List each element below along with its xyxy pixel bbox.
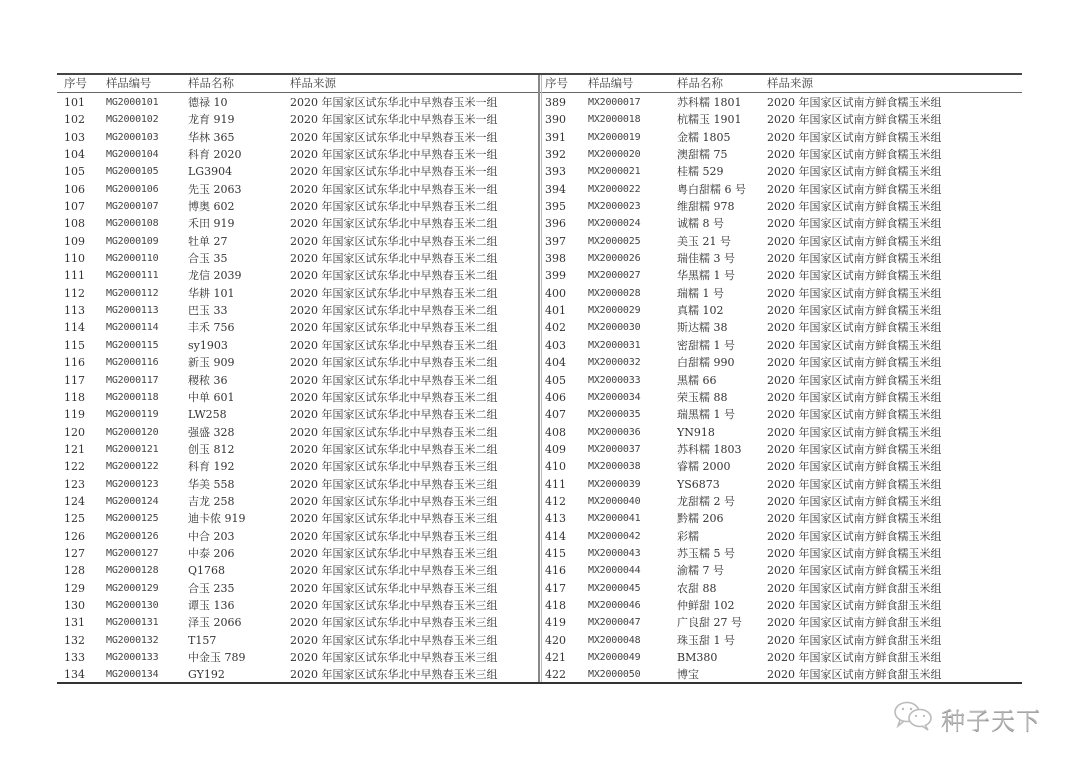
cell-seq: 393 [545, 165, 566, 179]
cell-sample-id: MX2000038 [588, 461, 641, 473]
cell-sample-source: 2020 年国家区试东华北中早熟春玉米一组 [290, 148, 498, 162]
cell-sample-id: MX2000032 [588, 357, 641, 369]
cell-sample-id: MX2000047 [588, 617, 641, 629]
cell-sample-source: 2020 年国家区试南方鲜食糯玉米组 [767, 546, 942, 560]
cell-seq: 117 [64, 373, 85, 387]
cell-sample-id: MX2000022 [588, 183, 641, 195]
cell-seq: 412 [545, 494, 566, 508]
cell-seq: 418 [545, 598, 566, 612]
cell-sample-source: 2020 年国家区试东华北中早熟春玉米三组 [290, 564, 498, 578]
cell-seq: 121 [64, 442, 85, 456]
cell-sample-source: 2020 年国家区试东华北中早熟春玉米三组 [290, 633, 498, 647]
cell-seq: 398 [545, 252, 566, 266]
cell-sample-name: 德禄 10 [188, 96, 228, 109]
cell-sample-id: MG2000114 [106, 322, 159, 334]
cell-sample-name: 斯达糯 38 [677, 321, 728, 335]
cell-sample-source: 2020 年国家区试东华北中早熟春玉米二组 [290, 252, 498, 266]
cell-sample-name: 科育 2020 [188, 148, 242, 162]
cell-seq: 130 [64, 598, 85, 612]
cell-seq: 422 [545, 668, 566, 682]
cell-sample-name: 强盛 328 [188, 425, 235, 439]
cell-seq: 101 [64, 96, 85, 109]
cell-sample-name: 瑞黑糯 1 号 [677, 408, 735, 422]
cell-sample-id: MX2000045 [588, 582, 641, 594]
cell-seq: 133 [64, 651, 85, 664]
cell-sample-source: 2020 年国家区试南方鲜食糯玉米组 [767, 182, 942, 196]
cell-seq: 403 [545, 338, 566, 352]
cell-sample-source: 2020 年国家区试东华北中早熟春玉米三组 [290, 598, 498, 612]
cell-sample-name: 农甜 88 [677, 581, 717, 595]
cell-seq: 414 [545, 529, 566, 543]
cell-sample-name: 诚糯 8 号 [677, 217, 724, 231]
cell-sample-name: YN918 [677, 425, 715, 439]
cell-sample-id: MG2000126 [106, 530, 159, 542]
table-header-row [542, 75, 1022, 92]
cell-sample-name: sy1903 [188, 338, 228, 352]
cell-sample-id: MX2000026 [588, 253, 641, 265]
cell-sample-id: MX2000035 [588, 409, 641, 421]
cell-sample-name: 华黑糯 1 号 [677, 269, 735, 283]
cell-sample-id: MG2000107 [106, 201, 159, 213]
cell-sample-name: 禾田 919 [188, 217, 235, 231]
cell-sample-id: MG2000102 [106, 114, 159, 126]
cell-seq: 127 [64, 546, 85, 560]
cell-sample-source: 2020 年国家区试东华北中早熟春玉米一组 [290, 113, 498, 127]
cell-seq: 123 [64, 477, 85, 491]
cell-seq: 103 [64, 130, 85, 144]
cell-sample-name: 科育 192 [188, 460, 235, 474]
cell-sample-id: MG2000103 [106, 131, 159, 143]
cell-sample-source: 2020 年国家区试南方鲜食甜玉米组 [767, 651, 942, 664]
cell-seq: 420 [545, 633, 566, 647]
cell-sample-id: MX2000028 [588, 287, 641, 299]
table-header-row [57, 75, 538, 92]
header-seq: 序号 [64, 76, 87, 90]
cell-seq: 416 [545, 564, 566, 578]
cell-sample-id: MX2000020 [588, 149, 641, 161]
cell-seq: 108 [64, 217, 85, 231]
cell-sample-source: 2020 年国家区试东华北中早熟春玉米三组 [290, 616, 498, 630]
cell-seq: 113 [64, 304, 85, 318]
cell-sample-source: 2020 年国家区试东华北中早熟春玉米一组 [290, 130, 498, 144]
cell-sample-source: 2020 年国家区试南方鲜食糯玉米组 [767, 96, 942, 109]
cell-sample-name: 华美 558 [188, 477, 235, 491]
cell-sample-id: MX2000018 [588, 114, 641, 126]
cell-sample-id: MG2000128 [106, 565, 159, 577]
cell-sample-id: MG2000108 [106, 218, 159, 230]
cell-sample-name: YS6873 [677, 477, 720, 491]
header-sample-name: 样品名称 [188, 76, 234, 90]
cell-seq: 408 [545, 425, 566, 439]
cell-sample-source: 2020 年国家区试南方鲜食甜玉米组 [767, 581, 942, 595]
cell-sample-name: 龙甜糯 2 号 [677, 494, 735, 508]
cell-sample-name: LG3904 [188, 165, 233, 179]
cell-sample-id: MG2000117 [106, 374, 159, 386]
cell-sample-source: 2020 年国家区试东华北中早熟春玉米二组 [290, 286, 498, 300]
cell-sample-name: 华耕 101 [188, 286, 235, 300]
cell-sample-id: MG2000113 [106, 305, 159, 317]
cell-sample-source: 2020 年国家区试东华北中早熟春玉米二组 [290, 338, 498, 352]
cell-sample-name: 华林 365 [188, 130, 235, 144]
cell-sample-id: MX2000039 [588, 478, 641, 490]
cell-sample-id: MG2000121 [106, 443, 159, 455]
cell-sample-name: 珠玉甜 1 号 [677, 633, 735, 647]
cell-sample-name: GY192 [188, 668, 225, 682]
cell-sample-id: MX2000030 [588, 322, 641, 334]
cell-sample-name: 合玉 235 [188, 581, 235, 595]
cell-sample-source: 2020 年国家区试东华北中早熟春玉米二组 [290, 425, 498, 439]
cell-seq: 110 [64, 252, 85, 266]
cell-sample-name: 睿糯 2000 [677, 460, 731, 474]
cell-sample-id: MG2000111 [106, 270, 159, 282]
cell-sample-source: 2020 年国家区试东华北中早熟春玉米二组 [290, 356, 498, 370]
header-sample-source: 样品来源 [290, 76, 336, 90]
cell-sample-source: 2020 年国家区试东华北中早熟春玉米二组 [290, 200, 498, 214]
cell-sample-id: MX2000048 [588, 634, 641, 646]
cell-sample-source: 2020 年国家区试东华北中早熟春玉米三组 [290, 494, 498, 508]
cell-seq: 111 [64, 269, 85, 283]
cell-seq: 132 [64, 633, 85, 647]
cell-sample-source: 2020 年国家区试东华北中早熟春玉米二组 [290, 269, 498, 283]
cell-sample-name: 苏科糯 1803 [677, 442, 742, 456]
cell-sample-name: T157 [188, 633, 217, 647]
header-sample-source: 样品来源 [767, 76, 813, 90]
cell-sample-name: 瑞糯 1 号 [677, 286, 724, 300]
cell-sample-id: MG2000133 [106, 652, 159, 663]
cell-sample-name: 龙信 2039 [188, 269, 242, 283]
cell-sample-name: 黑糯 66 [677, 373, 717, 387]
cell-seq: 402 [545, 321, 566, 335]
cell-sample-name: 中泰 206 [188, 546, 235, 560]
cell-sample-source: 2020 年国家区试南方鲜食甜玉米组 [767, 616, 942, 630]
cell-sample-source: 2020 年国家区试南方鲜食糯玉米组 [767, 356, 942, 370]
cell-sample-id: MX2000019 [588, 131, 641, 143]
cell-sample-source: 2020 年国家区试东华北中早熟春玉米二组 [290, 373, 498, 387]
cell-seq: 413 [545, 512, 566, 526]
cell-seq: 406 [545, 390, 566, 404]
cell-sample-source: 2020 年国家区试东华北中早熟春玉米三组 [290, 651, 498, 664]
cell-seq: 405 [545, 373, 566, 387]
cell-sample-source: 2020 年国家区试南方鲜食糯玉米组 [767, 200, 942, 214]
cell-sample-source: 2020 年国家区试南方鲜食糯玉米组 [767, 390, 942, 404]
cell-seq: 128 [64, 564, 85, 578]
cell-sample-source: 2020 年国家区试南方鲜食糯玉米组 [767, 269, 942, 283]
cell-sample-name: 真糯 102 [677, 304, 724, 318]
cell-seq: 399 [545, 269, 566, 283]
cell-seq: 391 [545, 130, 566, 144]
cell-sample-id: MG2000130 [106, 599, 159, 611]
cell-seq: 126 [64, 529, 85, 543]
cell-seq: 417 [545, 581, 566, 595]
cell-sample-id: MG2000132 [106, 634, 159, 646]
watermark-text: 种子天下 [941, 706, 1041, 735]
cell-seq: 129 [64, 581, 85, 595]
cell-sample-source: 2020 年国家区试东华北中早熟春玉米一组 [290, 96, 498, 109]
cell-seq: 119 [64, 408, 85, 422]
cell-seq: 404 [545, 356, 566, 370]
cell-sample-id: MX2000049 [588, 652, 641, 663]
cell-sample-id: MX2000041 [588, 513, 641, 525]
cell-sample-name: 苏玉糯 5 号 [677, 546, 735, 560]
cell-sample-id: MX2000017 [588, 97, 641, 108]
header-seq: 序号 [545, 76, 568, 90]
cell-sample-name: 新玉 909 [188, 356, 235, 370]
cell-sample-id: MG2000105 [106, 166, 159, 178]
cell-sample-name: 泽玉 2066 [188, 616, 242, 630]
cell-seq: 116 [64, 356, 85, 370]
cell-sample-id: MG2000125 [106, 513, 159, 525]
cell-seq: 407 [545, 408, 566, 422]
cell-sample-name: 杭糯玉 1901 [677, 113, 742, 127]
cell-sample-source: 2020 年国家区试南方鲜食甜玉米组 [767, 598, 942, 612]
cell-sample-name: Q1768 [188, 564, 226, 578]
cell-sample-name: 稷秾 36 [188, 373, 228, 387]
cell-sample-name: 中金玉 789 [188, 651, 246, 664]
cell-sample-id: MG2000116 [106, 357, 159, 369]
cell-sample-id: MX2000042 [588, 530, 641, 542]
cell-sample-name: 桂糯 529 [677, 165, 724, 179]
cell-sample-id: MG2000134 [106, 669, 159, 681]
table-left-half [57, 75, 538, 682]
cell-seq: 115 [64, 338, 85, 352]
cell-sample-source: 2020 年国家区试南方鲜食糯玉米组 [767, 442, 942, 456]
cell-seq: 400 [545, 286, 566, 300]
column-divider [538, 75, 542, 682]
cell-sample-source: 2020 年国家区试南方鲜食糯玉米组 [767, 252, 942, 266]
header-sample-name: 样品名称 [677, 76, 723, 90]
cell-sample-id: MG2000118 [106, 391, 159, 403]
cell-seq: 104 [64, 148, 85, 162]
cell-sample-name: 苏科糯 1801 [677, 96, 742, 109]
cell-sample-name: 白甜糯 990 [677, 356, 735, 370]
cell-seq: 394 [545, 182, 566, 196]
cell-sample-source: 2020 年国家区试东华北中早熟春玉米一组 [290, 182, 498, 196]
cell-sample-name: 中合 203 [188, 529, 235, 543]
cell-seq: 107 [64, 200, 85, 214]
cell-sample-id: MG2000104 [106, 149, 159, 161]
cell-sample-source: 2020 年国家区试东华北中早熟春玉米三组 [290, 581, 498, 595]
cell-seq: 401 [545, 304, 566, 318]
cell-seq: 411 [545, 477, 566, 491]
cell-sample-name: 粤白甜糯 6 号 [677, 182, 746, 196]
header-sample-id: 样品编号 [588, 76, 634, 90]
cell-sample-id: MX2000031 [588, 339, 641, 351]
cell-seq: 395 [545, 200, 566, 214]
cell-sample-source: 2020 年国家区试南方鲜食糯玉米组 [767, 477, 942, 491]
cell-seq: 415 [545, 546, 566, 560]
cell-sample-id: MX2000040 [588, 495, 641, 507]
cell-sample-source: 2020 年国家区试东华北中早熟春玉米三组 [290, 668, 498, 682]
cell-sample-name: 瑞佳糯 3 号 [677, 252, 735, 266]
cell-sample-name: 博宝 [677, 668, 699, 682]
wechat-icon [893, 700, 935, 736]
cell-seq: 134 [64, 668, 85, 682]
cell-sample-id: MG2000119 [106, 409, 159, 421]
cell-sample-id: MG2000112 [106, 287, 159, 299]
cell-sample-id: MG2000124 [106, 495, 159, 507]
cell-sample-id: MX2000023 [588, 201, 641, 213]
cell-sample-name: 美玉 21 号 [677, 234, 731, 248]
cell-sample-name: 丰禾 756 [188, 321, 235, 335]
cell-sample-source: 2020 年国家区试南方鲜食糯玉米组 [767, 564, 942, 578]
cell-sample-name: 先玉 2063 [188, 182, 242, 196]
cell-seq: 419 [545, 616, 566, 630]
watermark [893, 700, 1041, 736]
cell-sample-id: MX2000027 [588, 270, 641, 282]
cell-sample-name: 龙育 919 [188, 113, 235, 127]
cell-sample-name: 渝糯 7 号 [677, 564, 724, 578]
cell-sample-id: MX2000050 [588, 669, 641, 681]
cell-seq: 392 [545, 148, 566, 162]
cell-seq: 390 [545, 113, 566, 127]
cell-sample-name: 中单 601 [188, 390, 235, 404]
cell-sample-id: MG2000120 [106, 426, 159, 438]
cell-sample-id: MG2000129 [106, 582, 159, 594]
cell-sample-id: MG2000127 [106, 547, 159, 559]
cell-sample-source: 2020 年国家区试南方鲜食糯玉米组 [767, 130, 942, 144]
cell-sample-name: 仲鲜甜 102 [677, 598, 735, 612]
cell-sample-source: 2020 年国家区试南方鲜食糯玉米组 [767, 373, 942, 387]
cell-seq: 125 [64, 512, 85, 526]
cell-sample-name: 创玉 812 [188, 442, 235, 456]
cell-sample-id: MG2000115 [106, 339, 159, 351]
cell-sample-source: 2020 年国家区试南方鲜食糯玉米组 [767, 408, 942, 422]
cell-sample-id: MG2000101 [106, 97, 159, 108]
cell-sample-id: MX2000037 [588, 443, 641, 455]
cell-sample-source: 2020 年国家区试东华北中早熟春玉米三组 [290, 460, 498, 474]
cell-sample-id: MX2000029 [588, 305, 641, 317]
cell-sample-source: 2020 年国家区试南方鲜食糯玉米组 [767, 529, 942, 543]
cell-sample-source: 2020 年国家区试东华北中早熟春玉米三组 [290, 546, 498, 560]
cell-sample-source: 2020 年国家区试南方鲜食糯玉米组 [767, 425, 942, 439]
cell-sample-id: MG2000109 [106, 235, 159, 247]
header-sample-id: 样品编号 [106, 76, 152, 90]
cell-seq: 409 [545, 442, 566, 456]
cell-sample-name: 博奥 602 [188, 200, 235, 214]
cell-sample-source: 2020 年国家区试东华北中早熟春玉米三组 [290, 529, 498, 543]
cell-sample-id: MG2000110 [106, 253, 159, 265]
cell-sample-id: MX2000025 [588, 235, 641, 247]
cell-sample-name: 黔糯 206 [677, 512, 724, 526]
cell-sample-name: 澳甜糯 75 [677, 148, 728, 162]
cell-sample-source: 2020 年国家区试东华北中早熟春玉米二组 [290, 408, 498, 422]
cell-sample-source: 2020 年国家区试南方鲜食糯玉米组 [767, 113, 942, 127]
cell-sample-source: 2020 年国家区试南方鲜食糯玉米组 [767, 494, 942, 508]
cell-sample-source: 2020 年国家区试东华北中早熟春玉米二组 [290, 321, 498, 335]
cell-sample-name: 牡单 27 [188, 234, 228, 248]
cell-sample-source: 2020 年国家区试南方鲜食糯玉米组 [767, 512, 942, 526]
cell-seq: 118 [64, 390, 85, 404]
cell-sample-source: 2020 年国家区试东华北中早熟春玉米二组 [290, 442, 498, 456]
cell-sample-source: 2020 年国家区试东华北中早熟春玉米三组 [290, 512, 498, 526]
cell-seq: 421 [545, 651, 566, 664]
cell-sample-source: 2020 年国家区试南方鲜食甜玉米组 [767, 633, 942, 647]
cell-sample-name: 迪卡侬 919 [188, 512, 246, 526]
cell-seq: 105 [64, 165, 85, 179]
cell-sample-name: 广良甜 27 号 [677, 616, 742, 630]
cell-sample-id: MX2000021 [588, 166, 641, 178]
cell-sample-source: 2020 年国家区试东华北中早熟春玉米二组 [290, 304, 498, 318]
cell-sample-name: BM380 [677, 651, 718, 664]
cell-sample-id: MX2000046 [588, 599, 641, 611]
cell-seq: 106 [64, 182, 85, 196]
cell-sample-source: 2020 年国家区试南方鲜食糯玉米组 [767, 304, 942, 318]
cell-sample-source: 2020 年国家区试南方鲜食糯玉米组 [767, 234, 942, 248]
cell-sample-source: 2020 年国家区试南方鲜食糯玉米组 [767, 217, 942, 231]
cell-sample-name: 巴玉 33 [188, 304, 228, 318]
cell-sample-name: 密甜糯 1 号 [677, 338, 735, 352]
cell-sample-source: 2020 年国家区试南方鲜食糯玉米组 [767, 321, 942, 335]
cell-sample-name: 彩糯 [677, 529, 699, 543]
cell-seq: 397 [545, 234, 566, 248]
cell-sample-name: 吉龙 258 [188, 494, 235, 508]
cell-sample-id: MX2000043 [588, 547, 641, 559]
cell-seq: 131 [64, 616, 85, 630]
cell-sample-name: 谭玉 136 [188, 598, 235, 612]
cell-sample-name: LW258 [188, 408, 227, 422]
cell-sample-id: MG2000131 [106, 617, 159, 629]
cell-sample-id: MX2000024 [588, 218, 641, 230]
cell-sample-id: MX2000034 [588, 391, 641, 403]
cell-sample-id: MG2000122 [106, 461, 159, 473]
cell-sample-id: MX2000044 [588, 565, 641, 577]
table-right-half [542, 75, 1022, 682]
cell-seq: 122 [64, 460, 85, 474]
cell-sample-source: 2020 年国家区试东华北中早熟春玉米二组 [290, 390, 498, 404]
cell-sample-source: 2020 年国家区试南方鲜食糯玉米组 [767, 460, 942, 474]
cell-seq: 396 [545, 217, 566, 231]
cell-sample-name: 维甜糯 978 [677, 200, 735, 214]
cell-sample-source: 2020 年国家区试南方鲜食甜玉米组 [767, 668, 942, 682]
cell-sample-source: 2020 年国家区试南方鲜食糯玉米组 [767, 148, 942, 162]
cell-seq: 410 [545, 460, 566, 474]
cell-sample-source: 2020 年国家区试东华北中早熟春玉米一组 [290, 165, 498, 179]
cell-sample-source: 2020 年国家区试东华北中早熟春玉米二组 [290, 234, 498, 248]
cell-sample-name: 金糯 1805 [677, 130, 731, 144]
cell-seq: 124 [64, 494, 85, 508]
cell-sample-id: MX2000033 [588, 374, 641, 386]
cell-seq: 120 [64, 425, 85, 439]
cell-sample-source: 2020 年国家区试南方鲜食糯玉米组 [767, 286, 942, 300]
cell-sample-id: MG2000123 [106, 478, 159, 490]
cell-seq: 114 [64, 321, 85, 335]
cell-sample-id: MX2000036 [588, 426, 641, 438]
cell-sample-source: 2020 年国家区试东华北中早熟春玉米三组 [290, 477, 498, 491]
cell-sample-name: 合玉 35 [188, 252, 228, 266]
cell-seq: 112 [64, 286, 85, 300]
cell-seq: 389 [545, 96, 566, 109]
cell-sample-source: 2020 年国家区试东华北中早熟春玉米二组 [290, 217, 498, 231]
cell-seq: 102 [64, 113, 85, 127]
cell-sample-source: 2020 年国家区试南方鲜食糯玉米组 [767, 165, 942, 179]
cell-sample-source: 2020 年国家区试南方鲜食糯玉米组 [767, 338, 942, 352]
cell-sample-id: MG2000106 [106, 183, 159, 195]
cell-sample-name: 荣玉糯 88 [677, 390, 728, 404]
cell-seq: 109 [64, 234, 85, 248]
